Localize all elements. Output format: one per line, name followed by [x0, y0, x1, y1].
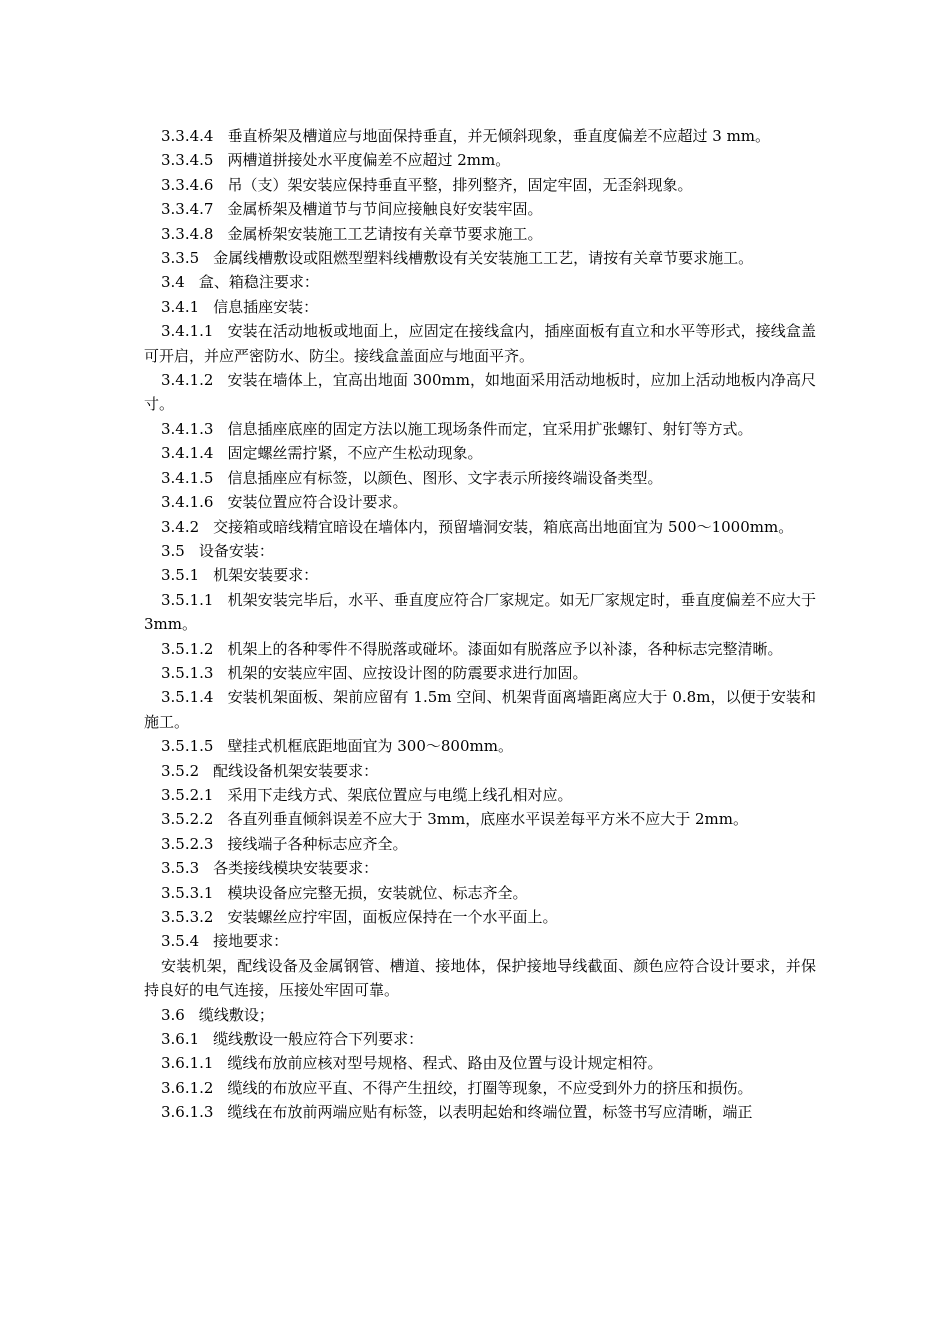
clause-text: 安装位置应符合设计要求。: [227, 493, 408, 512]
paragraph: [144, 734, 816, 758]
paragraph: [144, 637, 816, 661]
clause-text: 机架安装要求：: [213, 566, 319, 585]
paragraph: [144, 441, 816, 465]
clause-number: 3.5.2.3: [161, 834, 214, 853]
clause-number: 3.5.1: [161, 566, 200, 585]
clause-number: 3.4.1: [161, 297, 200, 316]
clause-text: 壁挂式机框底距地面宜为 300～800mm。: [227, 737, 513, 756]
clause-text: 垂直桥架及槽道应与地面保持垂直，并无倾斜现象，垂直度偏差不应超过 3 mm。: [227, 127, 771, 145]
clause-text: 安装在墙体上，宜高出地面 300mm，如地面采用活动地板时，应加上活动地板内净高尺寸。: [144, 371, 816, 414]
paragraph: [144, 539, 816, 563]
clause-text: 接地要求：: [213, 932, 289, 951]
paragraph: [144, 905, 816, 929]
clause-number: 3.4.1.1: [161, 322, 214, 341]
clause-number: 3.4.1.3: [161, 419, 214, 438]
clause-number: 3.3.5: [161, 249, 200, 268]
clause-text: 机架安装完毕后，水平、垂直度应符合厂家规定。如无厂家规定时，垂直度偏差不应大于 3mm。: [144, 590, 816, 634]
paragraph: [144, 466, 816, 490]
clause-text: 吊（支）架安装应保持垂直平整，排列整齐，固定牢固，无歪斜现象。: [227, 175, 693, 194]
clause-number: 3.6.1: [161, 1030, 200, 1049]
clause-number: 3.5.1.5: [161, 737, 214, 756]
paragraph: [144, 832, 816, 856]
paragraph: [144, 563, 816, 587]
clause-text: 交接箱或暗线精宜暗设在墙体内，预留墙洞安装，箱底高出地面宜为 500～1000mm。: [213, 517, 794, 536]
clause-number: 3.5.1.4: [161, 688, 214, 707]
clause-number: 3.5.3: [161, 859, 200, 878]
clause-number: 3.5.3.1: [161, 883, 214, 902]
clause-text: 采用下走线方式、架底位置应与电缆上线孔相对应。: [227, 785, 573, 804]
paragraph: [144, 1051, 816, 1075]
paragraph: [144, 856, 816, 880]
clause-text: 设备安装：: [198, 541, 274, 560]
clause-number: 3.3.4.7: [161, 200, 214, 219]
clause-number: 3.3.4.8: [161, 224, 214, 243]
paragraph: [144, 417, 816, 441]
clause-text: 固定螺丝需拧紧，不应产生松动现象。: [227, 444, 483, 463]
clause-number: 3.5.3.2: [161, 908, 214, 926]
paragraph: [144, 661, 816, 685]
clause-text: 金属线槽敷设或阻燃型塑料线槽敷设有关安装施工工艺，请按有关章节要求施工。: [213, 249, 754, 268]
paragraph: [144, 588, 816, 637]
clause-number: 3.4.1.4: [161, 444, 214, 463]
paragraph: [144, 173, 816, 197]
clause-number: 3.5.1.3: [161, 663, 214, 682]
clause-text: 接线端子各种标志应齐全。: [227, 834, 408, 853]
paragraph: [144, 759, 816, 783]
clause-text: 模块设备应完整无损，安装就位、标志齐全。: [227, 883, 528, 902]
paragraph: [144, 783, 816, 807]
paragraph: [144, 295, 816, 319]
clause-text: 安装螺丝应拧牢固，面板应保持在一个水平面上。: [227, 908, 558, 926]
clause-text: 盒、箱稳注要求：: [198, 273, 319, 292]
clause-number: 3.5.4: [161, 932, 200, 951]
clause-text: 缆线布放前应核对型号规格、程式、路由及位置与设计规定相符。: [227, 1054, 663, 1073]
paragraph: [144, 685, 816, 734]
paragraph: [144, 222, 816, 246]
clause-number: 3.5: [161, 541, 185, 560]
document-body: [144, 124, 816, 1125]
clause-text: 信息插座安装：: [213, 297, 319, 316]
paragraph: [144, 490, 816, 514]
clause-number: 3.6.1.3: [161, 1103, 214, 1122]
paragraph: [144, 1100, 816, 1124]
clause-number: 3.5.2.2: [161, 810, 214, 829]
clause-text: 配线设备机架安装要求：: [213, 761, 379, 780]
clause-number: 3.3.4.4: [161, 127, 214, 145]
clause-number: 3.4.2: [161, 517, 200, 536]
clause-number: 3.4: [161, 273, 185, 292]
paragraph: [144, 515, 816, 539]
clause-text: 缆线在布放前两端应贴有标签，以表明起始和终端位置，标签书写应清晰，端正: [227, 1103, 753, 1122]
paragraph: [144, 148, 816, 172]
clause-text: 安装在活动地板或地面上，应固定在接线盒内，插座面板有直立和水平等形式，接线盒盖可开启，并应严密防水、防尘。接线盒盖面应与地面平齐。: [144, 322, 816, 365]
clause-number: 3.4.1.2: [161, 371, 214, 390]
clause-text: 机架的安装应牢固、应按设计图的防震要求进行加固。: [227, 663, 588, 682]
paragraph: [144, 270, 816, 294]
paragraph: [144, 246, 816, 270]
clause-text: 各类接线模块安装要求：: [213, 859, 379, 878]
paragraph: [144, 1076, 816, 1100]
clause-number: 3.4.1.6: [161, 493, 214, 512]
clause-text: 各直列垂直倾斜误差不应大于 3mm，底座水平误差每平方米不应大于 2mm。: [227, 810, 749, 829]
clause-text: 缆线敷设；: [198, 1005, 274, 1024]
clause-number: 3.5.1.1: [161, 590, 214, 609]
paragraph: [144, 1027, 816, 1051]
clause-text: 缆线敷设一般应符合下列要求：: [213, 1030, 424, 1049]
clause-number: 3.3.4.6: [161, 175, 214, 194]
paragraph: [144, 929, 816, 953]
clause-text: 金属桥架及槽道节与节间应接触良好安装牢固。: [227, 200, 543, 219]
clause-text: 两槽道拼接处水平度偏差不应超过 2mm。: [227, 151, 511, 170]
paragraph: [144, 368, 816, 417]
clause-text: 安装机架面板、架前应留有 1.5m 空间、机架背面离墙距离应大于 0.8m，以便于安装和施工。: [144, 688, 816, 731]
clause-text: 缆线的布放应平直、不得产生扭绞，打圈等现象，不应受到外力的挤压和损伤。: [227, 1078, 753, 1097]
paragraph: [144, 197, 816, 221]
clause-text: 金属桥架安装施工工艺请按有关章节要求施工。: [227, 224, 543, 243]
clause-number: 3.5.2: [161, 761, 200, 780]
clause-text: 信息插座应有标签，以颜色、图形、文字表示所接终端设备类型。: [227, 468, 663, 487]
clause-number: 3.6.1.2: [161, 1078, 214, 1097]
clause-text: 信息插座底座的固定方法以施工现场条件而定，宜采用扩张螺钉、射钉等方式。: [227, 419, 753, 438]
clause-number: 3.4.1.5: [161, 468, 214, 487]
paragraph: [144, 124, 816, 148]
clause-number: 3.6.1.1: [161, 1054, 214, 1073]
clause-number: 3.3.4.5: [161, 151, 214, 170]
clause-number: 3.6: [161, 1005, 185, 1024]
paragraph: [144, 807, 816, 831]
clause-text: 机架上的各种零件不得脱落或碰坏。漆面如有脱落应予以补漆，各种标志完整清晰。: [227, 639, 783, 658]
clause-number: 3.5.2.1: [161, 785, 214, 804]
paragraph: [144, 319, 816, 368]
paragraph: [144, 881, 816, 905]
paragraph: [144, 954, 816, 1003]
clause-text: 安装机架，配线设备及金属钢管、槽道、接地体，保护接地导线截面、颜色应符合设计要求，并保持良好的电气连接，压接处牢固可靠。: [144, 956, 816, 1000]
clause-number: 3.5.1.2: [161, 639, 214, 658]
paragraph: [144, 1003, 816, 1027]
